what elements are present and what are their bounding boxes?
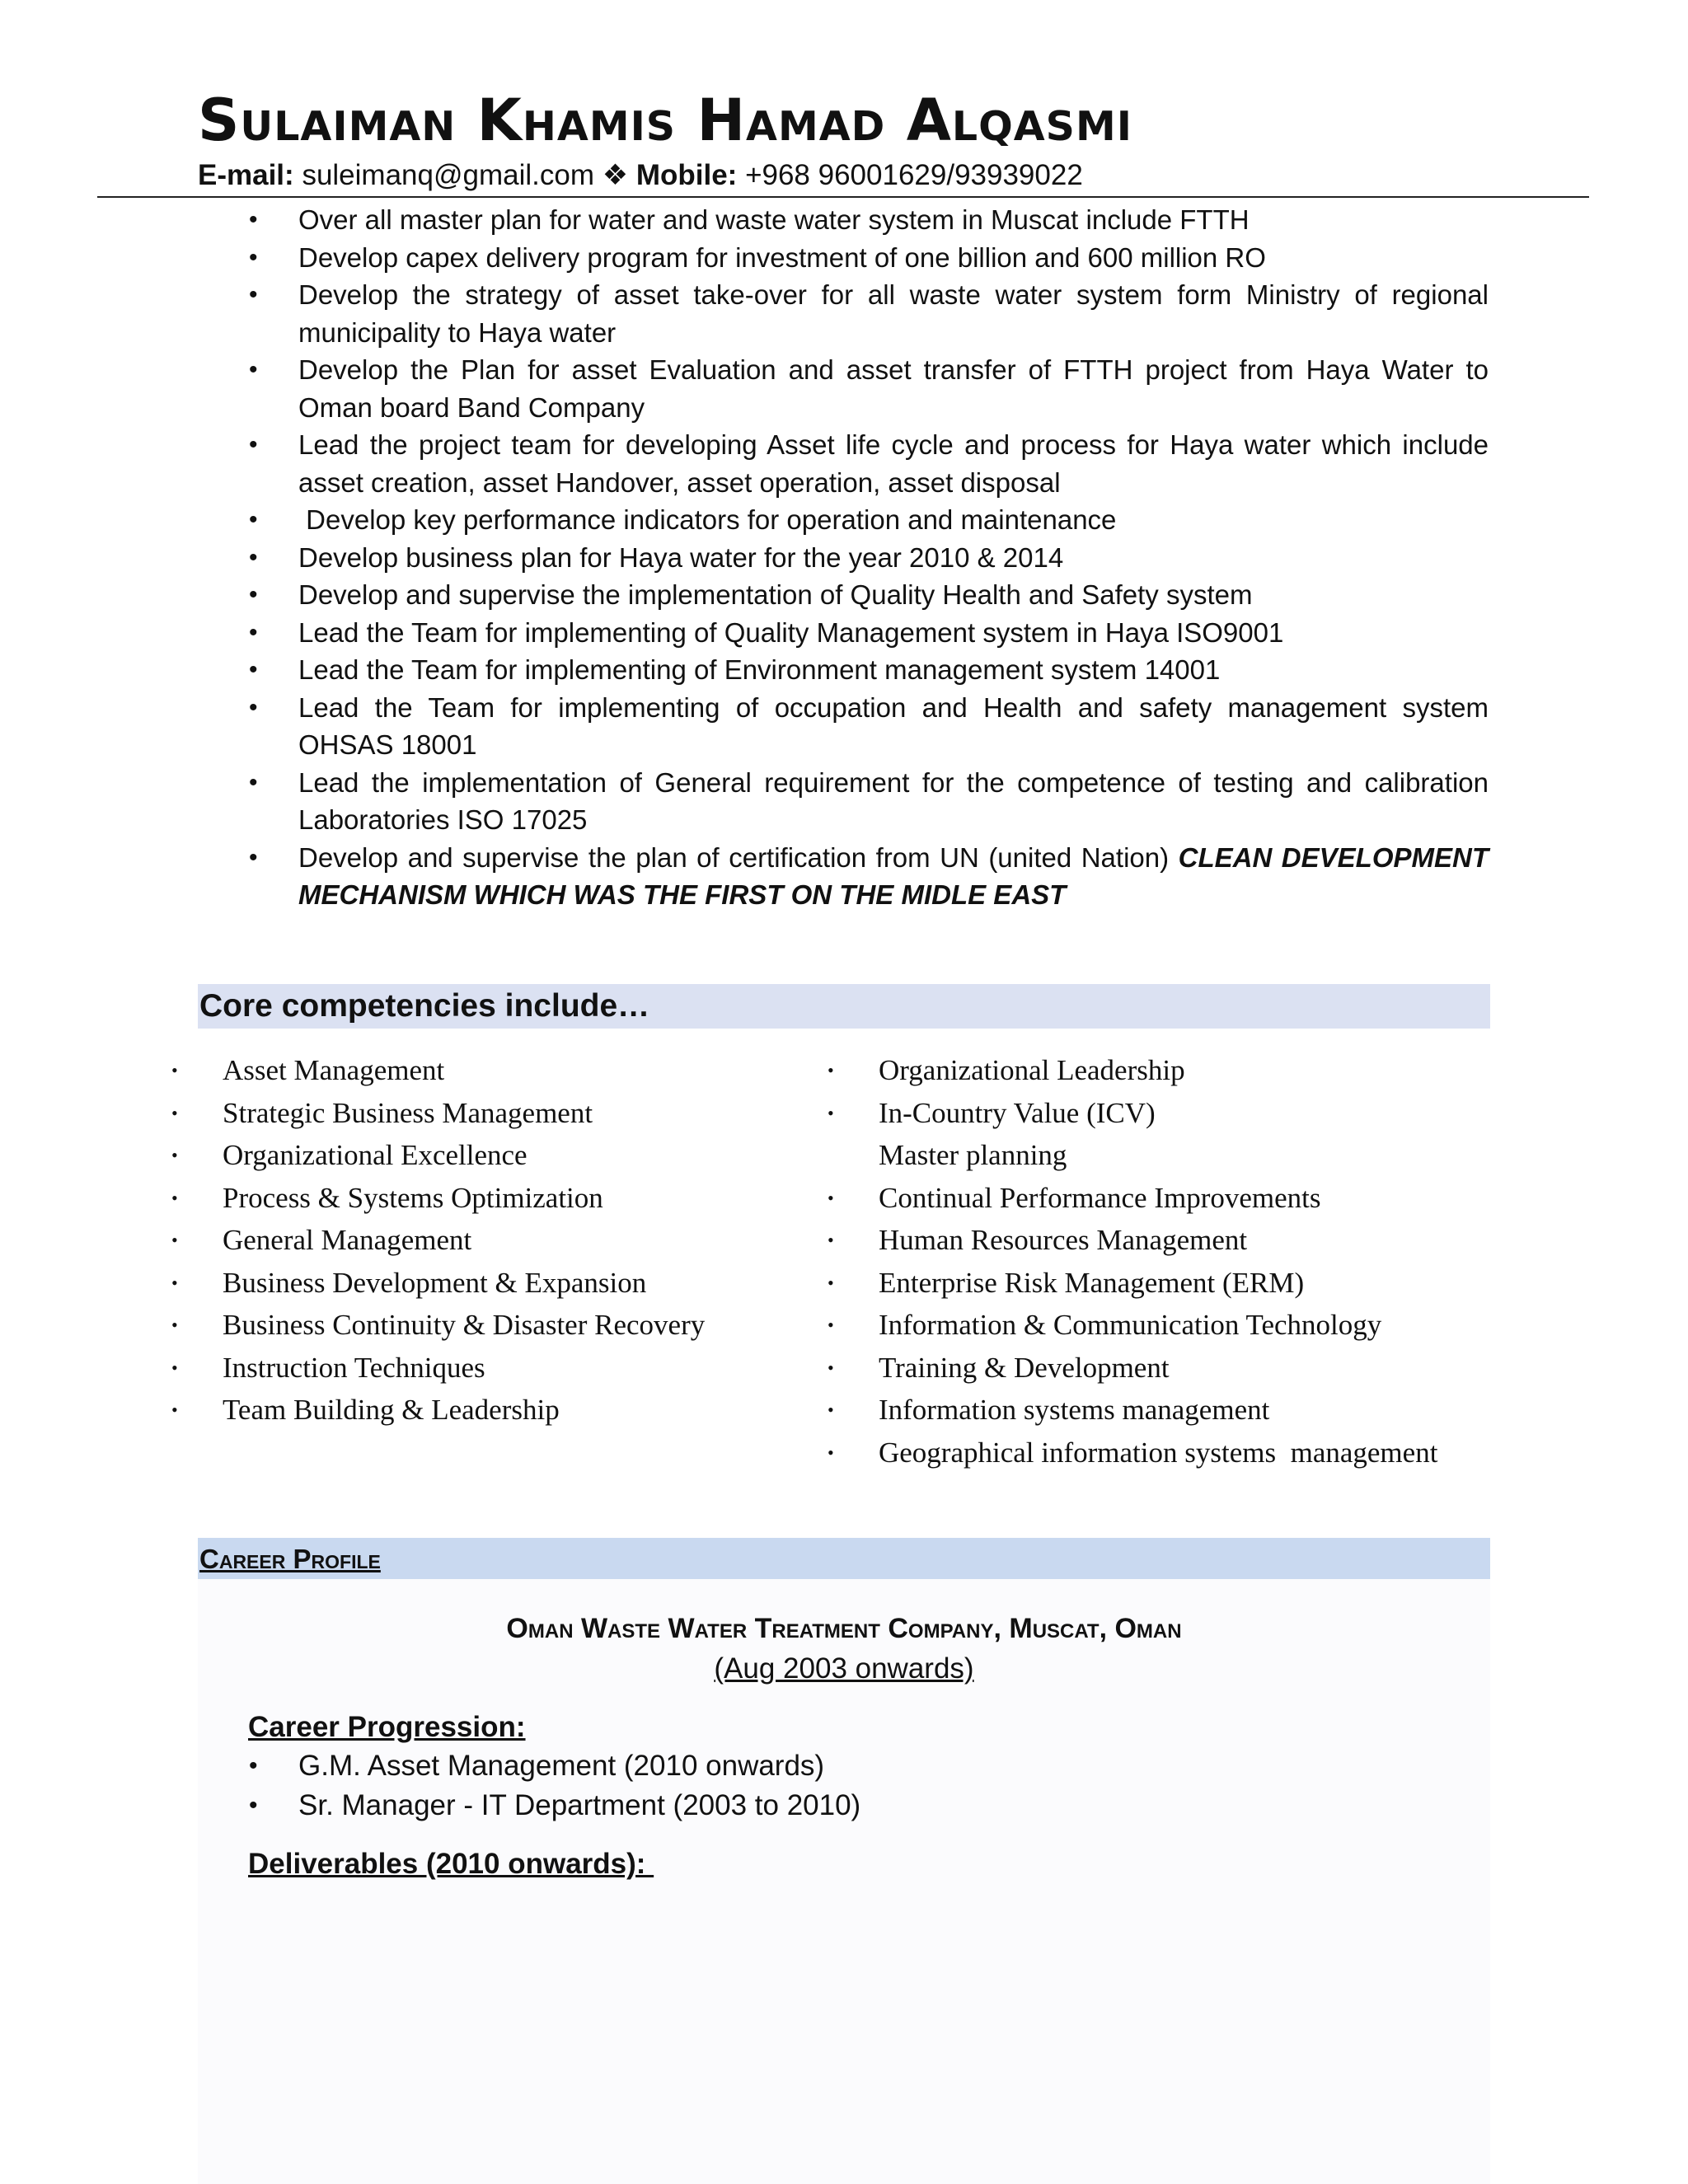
list-item: • Organizational Excellence [171,1137,798,1179]
list-item: • Team Building & Leadership [171,1391,798,1434]
list-item: • Lead the Team for implementing of occupation and Health and safety management system OHSAS 18001 [198,689,1489,764]
mobile-number: +968 96001629/93939022 [745,159,1083,191]
list-item: • Develop the strategy of asset take-over for all waste water system form Ministry of regional municipality to Haya water [198,276,1489,351]
emphasis-text: CLEAN DEVELOPMENT MECHANISM WHICH WAS THE FIRST ON THE MIDLE EAST [298,841,1489,910]
contact-line [198,157,1083,194]
list-item: • Lead the project team for developing Asset life cycle and process for Haya water which include asset creation, asset Handover, asset operation, asset disposal [198,426,1489,501]
list-item: • Business Development & Expansion [171,1264,798,1307]
list-item: • Develop and supervise the plan of certification from UN (united Nation) CLEAN DEVELOPMENT MECHANISM WHICH WAS THE FIRST ON THE MIDLE EAST [198,839,1489,914]
list-item: • General Management [171,1221,798,1264]
bullet-icon: • [828,1230,834,1250]
responsibilities-list [198,201,1489,914]
bullet-icon: • [249,506,258,533]
list-item: • Continual Performance Improvements [828,1179,1520,1222]
list-item: • Business Continuity & Disaster Recovery [171,1306,798,1349]
list-item: • Instruction Techniques [171,1349,798,1392]
list-item: Master planning [879,1139,1067,1171]
bullet-icon: • [249,1752,258,1779]
bullet-icon: • [249,1792,258,1819]
bullet-icon: • [171,1272,178,1293]
list-item: • Asset Management [171,1052,798,1094]
bullet-icon: • [828,1315,834,1335]
career-heading-bar [198,1538,1490,1579]
list-item: • Enterprise Risk Management (ERM) [828,1264,1520,1307]
separator-icon: ❖ [602,159,629,191]
bullet-icon: • [249,356,258,383]
bullet-icon: • [171,1145,178,1165]
company-name: Oman Waste Water Treatment Company, Muscat, Oman [506,1613,1182,1644]
list-item: • Process & Systems Optimization [171,1179,798,1222]
bullet-icon: • [171,1315,178,1335]
email-label: E-mail: [198,159,294,191]
bullet-icon: • [249,431,258,458]
bullet-icon: • [249,693,258,721]
list-item: • In-Country Value (ICV) [828,1094,1520,1137]
list-item: • Over all master plan for water and waste water system in Muscat include FTTH [198,201,1489,239]
career-progression-heading: Career Progression: [248,1711,526,1743]
bullet-icon: • [249,618,258,646]
bullet-icon: • [171,1230,178,1250]
list-item: • Develop the Plan for asset Evaluation and asset transfer of FTTH project from Haya Water to Oman board Band Company [198,351,1489,426]
bullet-icon: • [828,1102,834,1123]
section-title: Core competencies include… [199,988,650,1024]
competencies-heading-bar [198,984,1490,1029]
bullet-icon: • [828,1187,834,1208]
list-item: • Information systems management [828,1391,1520,1434]
bullet-icon: • [828,1060,834,1080]
list-item: • Develop business plan for Haya water for the year 2010 & 2014 [198,539,1489,577]
list-item: • Strategic Business Management [171,1094,798,1137]
employment-period: (Aug 2003 onwards) [714,1652,974,1685]
bullet-icon: • [249,656,258,683]
list-item: • Lead the Team for implementing of Environment management system 14001 [198,651,1489,689]
section-title: Career Profile [199,1544,381,1574]
bullet-icon: • [171,1357,178,1378]
list-item: • Information & Communication Technology [828,1306,1520,1349]
bullet-icon: • [828,1441,834,1463]
list-item: • Organizational Leadership [828,1052,1520,1094]
list-item: • Develop and supervise the implementation of Quality Health and Safety system [198,576,1489,614]
header-divider [97,196,1589,198]
list-item: • Lead the implementation of General requirement for the competence of testing and calibration Laboratories ISO 17025 [198,764,1489,839]
list-item: • Sr. Manager - IT Department (2003 to 2010) [198,1786,1352,1825]
bullet-icon: • [828,1272,834,1293]
list-item: • Develop capex delivery program for investment of one billion and 600 million RO [198,239,1489,277]
bullet-icon: • [249,768,258,796]
bullet-icon: • [171,1187,178,1208]
bullet-icon: • [249,581,258,608]
bullet-icon: • [171,1102,178,1123]
candidate-name: Sulaiman Khamis Hamad Alqasmi [198,87,1132,154]
deliverables-heading: Deliverables (2010 onwards): [248,1848,654,1880]
bullet-icon: • [249,843,258,871]
career-progression-list [198,1746,1352,1825]
bullet-icon: • [828,1357,834,1378]
bullet-icon: • [249,543,258,571]
list-item: • Geographical information systems management [828,1434,1520,1472]
bullet-icon: • [249,206,258,233]
email-address: suleimanq@gmail.com [302,159,594,191]
list-item: • Develop key performance indicators for operation and maintenance [198,501,1489,539]
bullet-icon: • [171,1399,178,1420]
bullet-icon: • [249,281,258,308]
bullet-icon: • [171,1060,178,1080]
bullet-icon: • [828,1399,834,1420]
list-item: • Training & Development [828,1349,1520,1392]
list-item: • G.M. Asset Management (2010 onwards) [198,1746,1352,1786]
list-item: • Lead the Team for implementing of Quality Management system in Haya ISO9001 [198,614,1489,652]
list-item: • Human Resources Management [828,1221,1520,1264]
competencies-right-column [828,1052,1520,1472]
mobile-label: Mobile: [635,159,738,191]
bullet-icon: • [249,243,258,271]
competencies-left-column [171,1052,798,1434]
